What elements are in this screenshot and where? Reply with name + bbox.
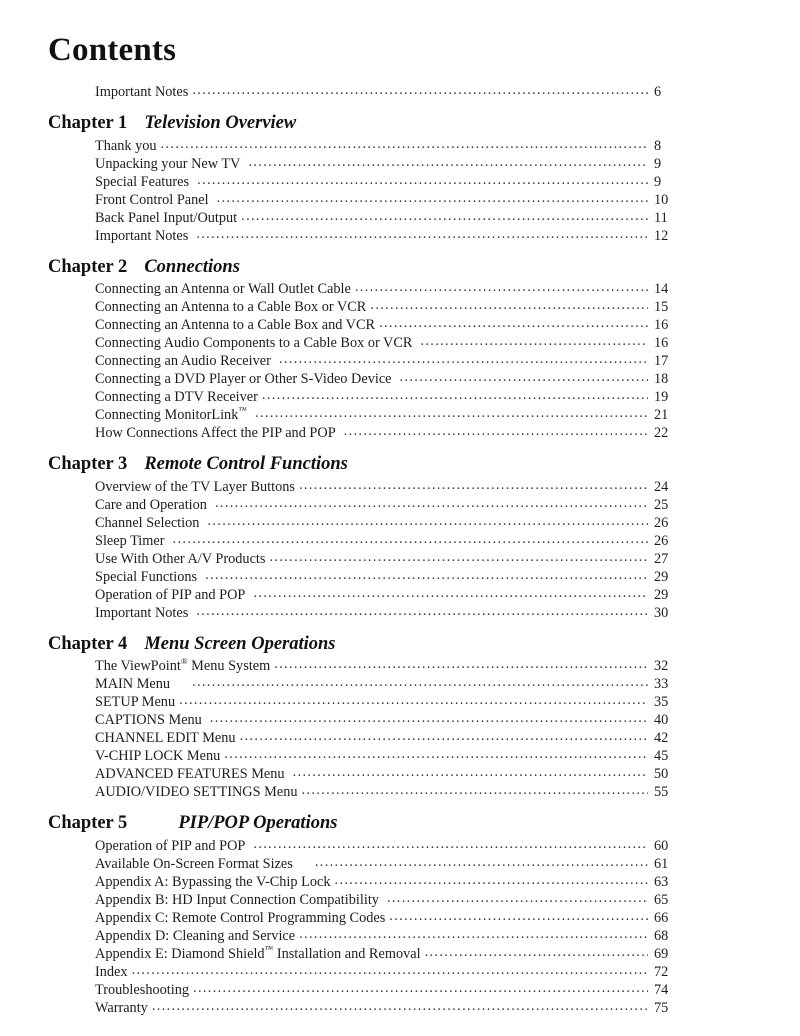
toc-page-number: 15 <box>654 299 669 315</box>
chapter-heading[interactable] <box>0 455 800 474</box>
toc-entry[interactable] <box>0 208 684 226</box>
toc-entry-label: Important Notes <box>95 604 189 621</box>
toc-entry[interactable] <box>0 674 684 692</box>
toc-entry-label: Connecting Audio Components to a Cable Box or VCR <box>95 335 413 351</box>
toc-entry[interactable] <box>0 890 684 908</box>
toc-entry-label: Connecting an Antenna to a Cable Box and VCR <box>95 317 376 333</box>
toc-page-number: 74 <box>654 981 669 998</box>
toc-entry[interactable] <box>0 908 684 926</box>
toc-entry-label: Care and Operation <box>95 496 207 513</box>
toc-page-number: 27 <box>654 550 669 567</box>
chapter-heading[interactable] <box>0 258 800 277</box>
dot-leader <box>299 926 648 940</box>
registered-mark-icon: ® <box>180 656 188 667</box>
page-title: Contents <box>48 32 177 68</box>
dot-leader <box>192 674 648 688</box>
toc-page-number: 60 <box>654 837 669 854</box>
toc-entry[interactable] <box>0 854 684 872</box>
chapter-title: Remote Control Functions <box>144 454 348 474</box>
toc-page-number: 9 <box>654 173 662 190</box>
toc-entry-label: Connecting a DTV Receiver <box>95 389 258 405</box>
dot-leader <box>196 226 648 240</box>
toc-entry-label: Important Notes <box>95 227 189 244</box>
chapter-heading[interactable] <box>0 114 800 133</box>
toc-page-number: 6 <box>654 84 662 100</box>
toc-preamble-section <box>0 82 800 100</box>
toc-page-number: 75 <box>654 999 669 1016</box>
dot-leader <box>420 333 648 347</box>
toc-entry-label: V-CHIP LOCK Menu <box>95 748 221 764</box>
dot-leader <box>207 513 648 527</box>
chapter-section <box>0 635 800 801</box>
toc-page-number: 26 <box>654 514 669 531</box>
toc-entry-label: Appendix C: Remote Control Programming Codes <box>95 909 386 926</box>
toc-page-number: 45 <box>654 748 669 764</box>
toc-page-number: 72 <box>654 963 669 980</box>
dot-leader <box>210 710 648 724</box>
trademark-mark-icon: ™ <box>238 405 248 416</box>
toc-entry-label: CHANNEL EDIT Menu <box>95 730 236 746</box>
toc-entry[interactable] <box>0 190 684 208</box>
toc-page-number: 24 <box>654 478 669 495</box>
toc-entry[interactable] <box>0 226 684 244</box>
toc-page-number: 22 <box>654 425 669 441</box>
dot-leader <box>370 297 648 311</box>
dot-leader <box>192 82 648 96</box>
toc-entry-label: MAIN Menu <box>95 676 171 692</box>
toc-entry[interactable] <box>0 423 684 441</box>
toc-page-number: 32 <box>654 658 669 674</box>
toc-entry[interactable] <box>0 351 684 369</box>
toc-page-number: 55 <box>654 784 669 800</box>
toc-entry-label: How Connections Affect the PIP and POP <box>95 425 336 441</box>
toc-entry-label: Use With Other A/V Products <box>95 550 266 567</box>
toc-entry-label: Connecting an Antenna or Wall Outlet Cable <box>95 281 351 297</box>
toc-page-number: 21 <box>654 407 669 423</box>
toc-entry[interactable] <box>0 872 684 890</box>
dot-leader <box>241 208 648 222</box>
toc-entry-label: Available On-Screen Format Sizes <box>95 855 293 872</box>
dot-leader <box>387 890 648 904</box>
toc-entry[interactable] <box>0 136 684 154</box>
toc-entry-label: Appendix D: Cleaning and Service <box>95 927 296 944</box>
toc-entry-label: Warranty <box>95 999 148 1016</box>
dot-leader <box>299 477 648 491</box>
toc-entry-label: Connecting an Antenna to a Cable Box or VCR <box>95 299 367 315</box>
toc-page-number: 40 <box>654 712 669 728</box>
toc-entry[interactable] <box>0 782 684 800</box>
dot-leader <box>293 764 648 778</box>
toc-entry[interactable] <box>0 297 684 315</box>
toc-entry-label-tail: Menu System <box>187 658 271 674</box>
toc-entry-label: SETUP Menu <box>95 694 176 710</box>
dot-leader <box>344 423 648 437</box>
toc-page-number: 19 <box>654 389 669 405</box>
toc-page-number: 14 <box>654 281 669 297</box>
dot-leader <box>253 836 648 850</box>
toc-entry-label: Troubleshooting <box>95 981 190 998</box>
toc-entry[interactable] <box>0 477 684 495</box>
toc-page-number: 35 <box>654 694 669 710</box>
dot-leader <box>179 692 648 706</box>
toc-page-number: 50 <box>654 766 669 782</box>
toc-entry[interactable] <box>0 172 684 190</box>
toc-entry[interactable] <box>0 710 684 728</box>
chapter-title: PIP/POP Operations <box>178 813 338 833</box>
toc-page-number: 12 <box>654 227 669 244</box>
toc-entry[interactable] <box>0 585 684 603</box>
toc-entry-label: Appendix A: Bypassing the V-Chip Lock <box>95 873 331 890</box>
toc-entry-label: Front Control Panel <box>95 191 209 208</box>
toc-entry-label: Channel Selection <box>95 514 200 531</box>
toc-entry-label: Connecting an Audio Receiver <box>95 353 271 369</box>
dot-leader <box>215 495 648 509</box>
dot-leader <box>196 603 648 617</box>
chapter-section <box>0 455 800 621</box>
toc-entry[interactable] <box>0 82 684 100</box>
chapter-section <box>0 114 800 244</box>
toc-entry-label: The ViewPoint® Menu System <box>95 656 271 674</box>
toc-entry-label: Unpacking your New TV <box>95 155 241 172</box>
toc-entry-label: CAPTIONS Menu <box>95 712 202 728</box>
dot-leader <box>253 585 648 599</box>
toc-page-number: 63 <box>654 873 669 890</box>
chapter-section <box>0 814 800 1016</box>
toc-entry-label: Appendix B: HD Input Connection Compatibility <box>95 891 379 908</box>
toc-entry[interactable] <box>0 387 684 405</box>
dot-leader <box>240 728 648 742</box>
toc-entry[interactable] <box>0 369 684 387</box>
toc-page-number: 26 <box>654 532 669 549</box>
dot-leader <box>197 172 648 186</box>
chapter-number-label: Chapter 5 <box>48 813 128 833</box>
chapter-number-label: Chapter 1 <box>48 113 128 133</box>
dot-leader <box>205 567 648 581</box>
toc-page-number: 65 <box>654 891 669 908</box>
toc-entry[interactable] <box>0 333 684 351</box>
toc-page-number: 68 <box>654 927 669 944</box>
chapter-number-label: Chapter 3 <box>48 454 128 474</box>
dot-leader <box>255 405 648 419</box>
toc-entry[interactable] <box>0 926 684 944</box>
toc-page-number: 17 <box>654 353 669 369</box>
toc-entry-label: Overview of the TV Layer Buttons <box>95 478 295 495</box>
toc-entry[interactable] <box>0 944 684 962</box>
toc-page-number: 30 <box>654 604 669 621</box>
toc-entry-label: Back Panel Input/Output <box>95 209 238 226</box>
toc-entry-label: Appendix E: Diamond Shield™ Installation and Removal <box>95 943 421 962</box>
chapter-title: Menu Screen Operations <box>144 633 336 654</box>
toc-page-number: 8 <box>654 137 662 154</box>
toc-page-number: 61 <box>654 855 669 872</box>
toc-entry[interactable] <box>0 692 684 710</box>
toc-entry-label: Connecting MonitorLink™ <box>95 405 248 423</box>
toc-entry[interactable] <box>0 531 684 549</box>
chapter-heading[interactable] <box>0 814 800 833</box>
toc-entry-label: Operation of PIP and POP <box>95 837 246 854</box>
toc-entry[interactable] <box>0 279 684 297</box>
dot-leader <box>279 351 648 365</box>
chapter-section <box>0 258 800 442</box>
toc-list <box>0 82 800 1016</box>
toc-entry[interactable] <box>0 746 684 764</box>
dot-leader <box>217 190 648 204</box>
dot-leader <box>161 136 648 150</box>
toc-page-number: 66 <box>654 909 669 926</box>
toc-entry[interactable] <box>0 405 684 423</box>
toc-entry-label: Important Notes <box>95 84 189 100</box>
dot-leader <box>400 369 648 383</box>
chapter-title: Television Overview <box>144 113 297 133</box>
trademark-mark-icon: ™ <box>264 943 274 954</box>
toc-entry[interactable] <box>0 513 684 531</box>
dot-leader <box>355 279 648 293</box>
chapter-number-label: Chapter 2 <box>48 256 128 277</box>
dot-leader <box>132 962 648 976</box>
dot-leader <box>193 980 648 994</box>
chapter-title: Connections <box>144 256 240 277</box>
toc-entry-label: Special Functions <box>95 568 198 585</box>
toc-entry[interactable] <box>0 836 684 854</box>
toc-entry-label-tail: Installation and Removal <box>273 945 421 962</box>
toc-entry[interactable] <box>0 603 684 621</box>
toc-entry[interactable] <box>0 549 684 567</box>
toc-entry-label: Operation of PIP and POP <box>95 586 246 603</box>
toc-page-number: 16 <box>654 335 669 351</box>
dot-leader <box>315 854 648 868</box>
toc-entry[interactable] <box>0 567 684 585</box>
dot-leader <box>425 944 648 958</box>
toc-page-number: 29 <box>654 586 669 603</box>
toc-entry[interactable] <box>0 998 684 1016</box>
toc-page-number: 9 <box>654 155 662 172</box>
toc-entry-label: ADVANCED FEATURES Menu <box>95 766 285 782</box>
toc-page-number: 29 <box>654 568 669 585</box>
toc-page-number: 33 <box>654 676 669 692</box>
toc-page-number: 25 <box>654 496 669 513</box>
toc-page-number: 18 <box>654 371 669 387</box>
toc-entry-label: Sleep Timer <box>95 532 165 549</box>
dot-leader <box>389 908 648 922</box>
toc-page-number: 10 <box>654 191 669 208</box>
dot-leader <box>248 154 648 168</box>
chapter-heading[interactable] <box>0 635 800 654</box>
toc-entry-label: Index <box>95 963 128 980</box>
toc-entry-label: Special Features <box>95 173 190 190</box>
toc-entry[interactable] <box>0 495 684 513</box>
dot-leader <box>269 549 648 563</box>
dot-leader <box>262 387 648 401</box>
dot-leader <box>274 656 648 670</box>
dot-leader <box>335 872 648 886</box>
toc-entry[interactable] <box>0 764 684 782</box>
toc-entry[interactable] <box>0 962 684 980</box>
toc-entry[interactable] <box>0 154 684 172</box>
toc-entry-label: Connecting a DVD Player or Other S-Video Device <box>95 371 392 387</box>
chapter-number-label: Chapter 4 <box>48 633 128 654</box>
toc-page-number: 16 <box>654 317 669 333</box>
dot-leader <box>152 998 648 1012</box>
toc-entry[interactable] <box>0 315 684 333</box>
toc-page-number: 42 <box>654 730 669 746</box>
toc-entry-label: Thank you <box>95 137 157 154</box>
toc-entry[interactable] <box>0 980 684 998</box>
toc-page-number: 11 <box>654 209 668 226</box>
toc-entry-label: AUDIO/VIDEO SETTINGS Menu <box>95 784 298 800</box>
toc-entry[interactable] <box>0 656 684 674</box>
toc-page-number: 69 <box>654 945 669 962</box>
toc-entry[interactable] <box>0 728 684 746</box>
dot-leader <box>379 315 648 329</box>
dot-leader <box>224 746 648 760</box>
dot-leader <box>302 782 648 796</box>
dot-leader <box>173 531 648 545</box>
